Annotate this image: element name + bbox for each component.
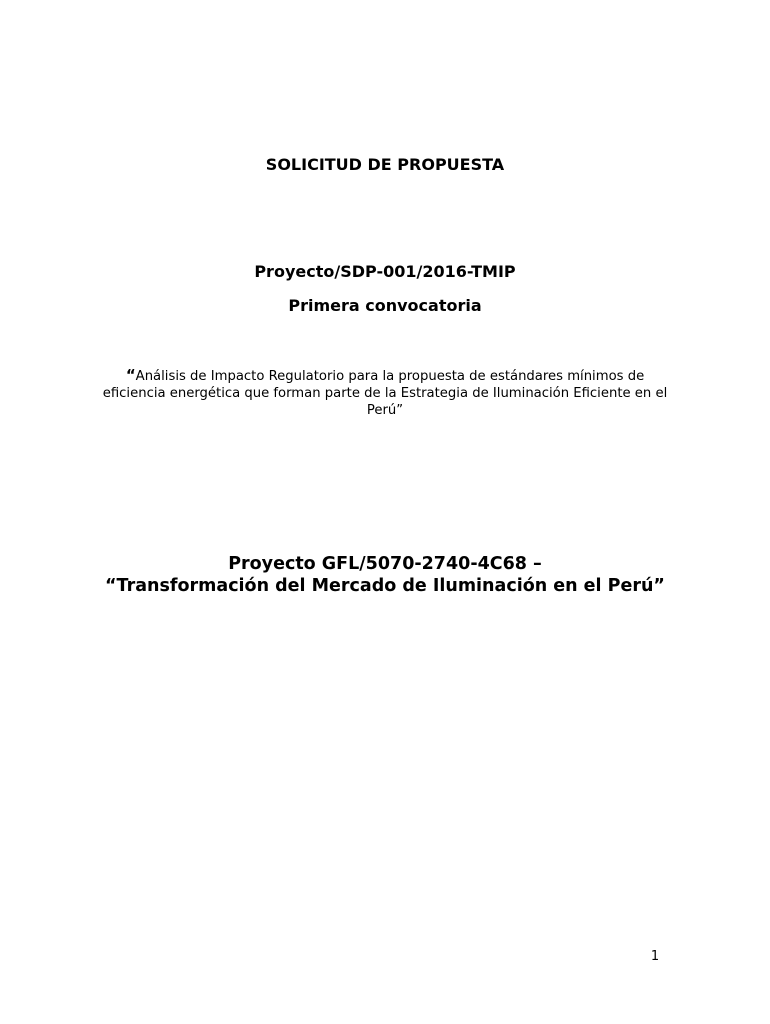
call-label: Primera convocatoria [288,296,482,315]
project-code: Proyecto/SDP-001/2016-TMIP [254,262,516,281]
project-name-line-2: “Transformación del Mercado de Iluminación en el Perú” [105,576,665,596]
subject-open-quote: “ [125,366,136,384]
page-number: 1 [650,949,660,964]
subject-paragraph [100,367,670,419]
subject-text: Análisis de Impacto Regulatorio para la propuesta de estándares mínimos de eficiencia energética que forman parte de la Estrategia de Iluminación Eficiente en el Perú” [102,369,668,418]
document-title: SOLICITUD DE PROPUESTA [265,155,505,174]
project-name [95,553,675,597]
project-name-line-1: Proyecto GFL/5070-2740-4C68 – [228,554,542,574]
